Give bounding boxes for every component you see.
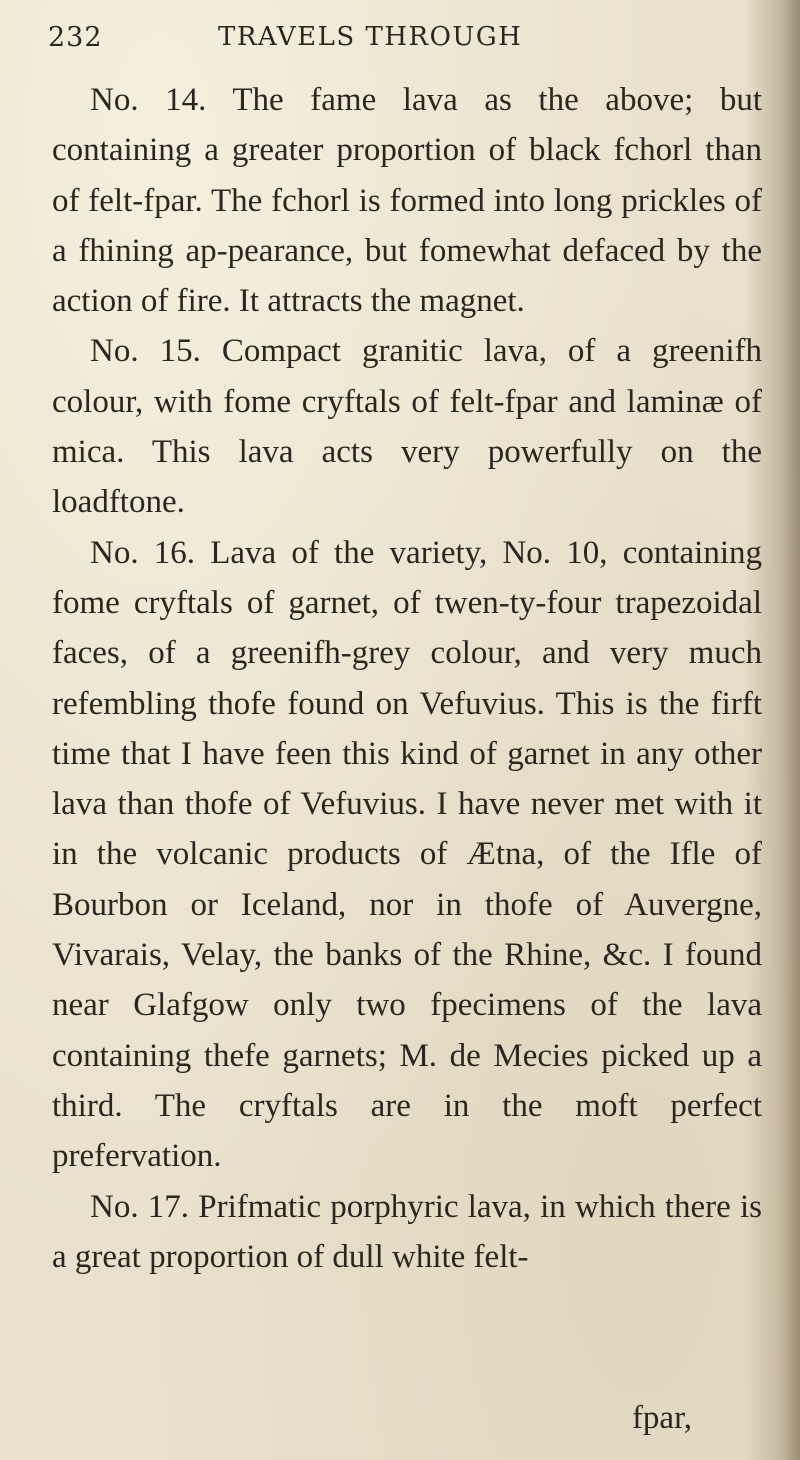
running-title: TRAVELS THROUGH [218, 22, 523, 52]
paragraph-no-15: No. 15. Compact granitic lava, of a greenifh colour, with fome cryftals of felt-fpar and laminæ of mica. This lava acts very powerfully on the loadftone. [52, 333, 762, 521]
body-text [52, 75, 762, 1282]
page-number: 232 [48, 22, 103, 53]
page-edge-shadow [782, 0, 800, 1460]
running-head [48, 22, 760, 62]
paragraph-no-16: No. 16. Lava of the variety, No. 10, containing fome cryftals of garnet, of twen-ty-four trapezoidal faces, of a greenifh-grey colour, and very much refembling thofe found on Vefuvius. This is the firft time that I have feen this kind of garnet in any other lava than thofe of Vefuvius. I have never met with it in the volcanic products of Ætna, of the Ifle of Bourbon or Iceland, nor in thofe of Auvergne, Vivarais, Velay, the banks of the Rhine, &c. I found near Glafgow only two fpecimens of the lava containing thefe garnets; M. de Mecies picked up a third. The cryftals are in the moft perfect prefervation. [52, 534, 762, 1175]
paragraph-no-17: No. 17. Prifmatic porphyric lava, in which there is a great proportion of dull white felt- [52, 1188, 762, 1275]
catchword: fpar, [631, 1400, 692, 1436]
paragraph-no-14: No. 14. The fame lava as the above; but containing a greater proportion of black fchorl than of felt-fpar. The fchorl is formed into long prickles of a fhining ap-pearance, but fomewhat defaced by the action of fire. It attracts the magnet. [52, 82, 762, 320]
